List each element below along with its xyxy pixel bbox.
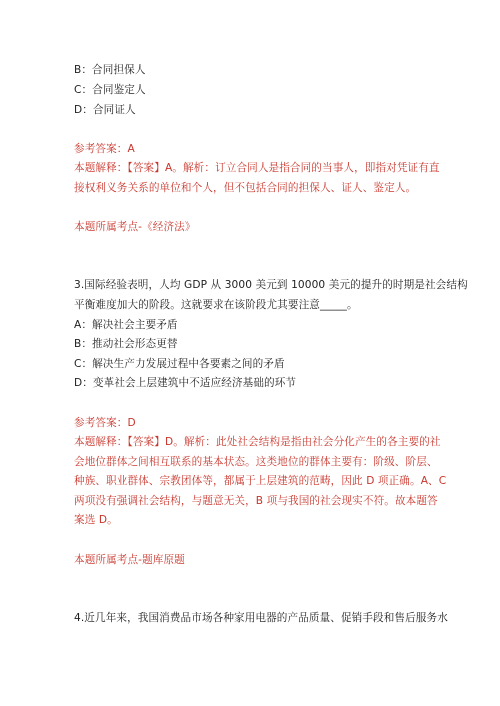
q3-explanation-line-2: 会地位群体之间相互联系的基本状态。这类地位的群体主要有：阶级、阶层、 [74,456,438,468]
q3-explanation-line-4: 两项没有强调社会结构，与题意无关，B 项与我国的社会现实不符。故本题答 [74,495,438,507]
q2-explanation-line-2: 接权利义务关系的单位和个人，但不包括合同的担保人、证人、鉴定人。 [74,182,417,194]
q3-answer: 参考答案：D [74,417,136,429]
q2-option-d: D：合同证人 [74,104,136,116]
q2-explanation-line-1: 本题解释：【答案】A。解析：订立合同人是指合同的当事人，即指对凭证有直 [74,162,440,174]
q2-topic: 本题所属考点-《经济法》 [74,221,196,233]
q3-topic: 本题所属考点-题库原题 [74,554,185,566]
q2-option-c: C：合同鉴定人 [74,84,146,96]
q2-answer: 参考答案：A [74,143,135,155]
q3-explanation-line-5: 案选 D。 [74,514,118,526]
q3-stem-line-1: 3.国际经验表明，人均 GDP 从 3000 美元到 10000 美元的提升的时期是社会结构 [74,279,468,291]
q4-stem-line-1: 4.近几年来，我国消费品市场各种家用电器的产品质量、促销手段和售后服务水 [74,612,448,624]
q3-option-a: A：解决社会主要矛盾 [74,319,178,331]
q3-option-b: B：推动社会形态更替 [74,338,178,350]
q3-stem-line-2: 平衡难度加大的阶段。这就要求在该阶段尤其要注意_____。 [74,299,358,311]
q2-option-b: B：合同担保人 [74,64,146,76]
q3-option-c: C：解决生产力发展过程中各要素之间的矛盾 [74,358,285,370]
q3-option-d: D：变革社会上层建筑中不适应经济基础的环节 [74,377,297,389]
q3-explanation-line-3: 种族、职业群体、宗教团体等，都属于上层建筑的范畴，因此 D 项正确。A、C [74,475,447,487]
q3-explanation-line-1: 本题解释：【答案】D。解析：此处社会结构是指由社会分化产生的各主要的社 [74,436,441,448]
